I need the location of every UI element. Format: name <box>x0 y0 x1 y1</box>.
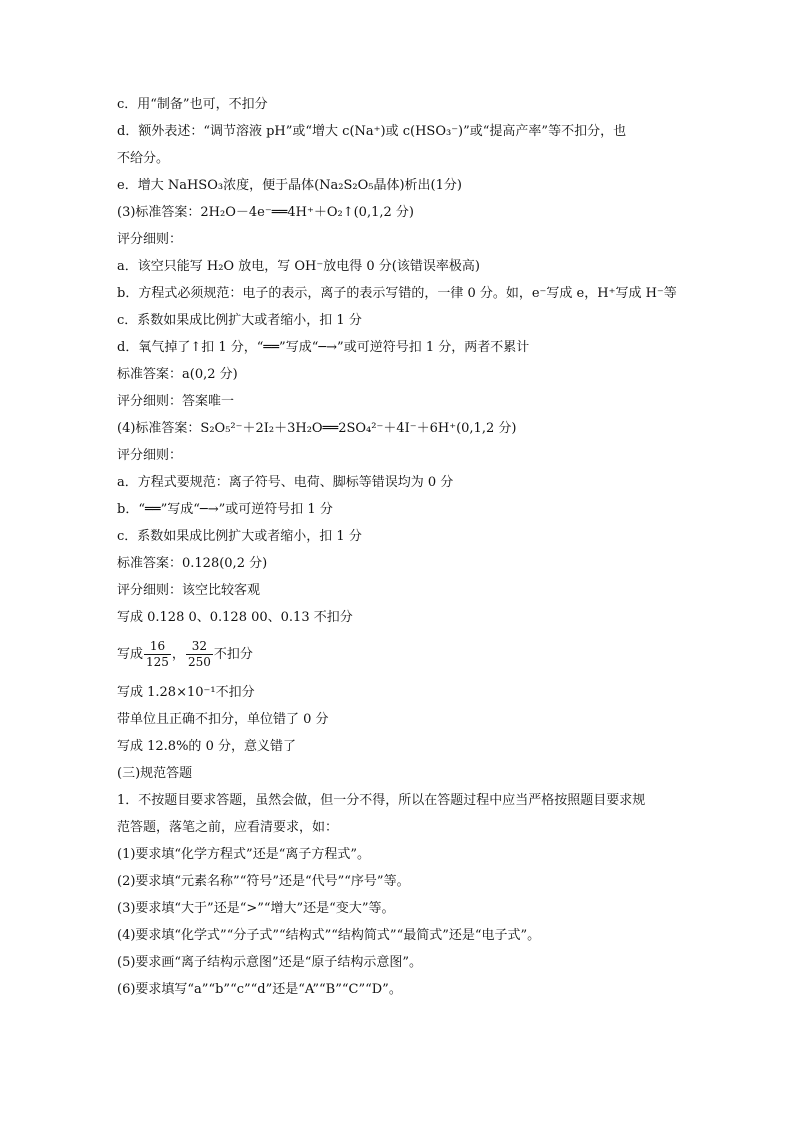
q3-rule-c: c．系数如果成比例扩大或者缩小，扣 1 分 <box>117 313 362 328</box>
q3-detail-title: 评分细则： <box>117 232 183 247</box>
answer-0128: 标准答案：0.128(0,2 分) <box>117 556 268 571</box>
fraction-32-250 <box>186 639 213 670</box>
answer-a: 标准答案：a(0,2 分) <box>117 367 238 382</box>
item-e: e．增大 NaHSO₃浓度，便于晶体(Na₂S₂O₅晶体)析出(1分) <box>117 178 462 193</box>
item-d-line1: d．额外表述：“调节溶液 pH”或“增大 c(Na⁺)或 c(HSO₃⁻)”或“提高产率”等不扣分，也 <box>117 124 627 139</box>
fraction-numerator: 32 <box>186 639 213 655</box>
fraction-denominator: 250 <box>187 655 211 669</box>
q4-detail-title: 评分细则： <box>117 448 183 463</box>
fraction-numerator: 16 <box>144 639 171 655</box>
requirement-3: (3)要求填“大于”还是“>”“增大”还是“变大”等。 <box>117 901 395 916</box>
q4-rule-a: a．方程式要规范：离子符号、电荷、脚标等错误均为 0 分 <box>117 475 454 490</box>
answer-0128-detail: 评分细则：该空比较客观 <box>117 583 261 598</box>
section-3-para-line2: 范答题，落笔之前，应看清要求，如： <box>117 820 339 835</box>
write-variant-5: 写成 12.8%的 0 分，意义错了 <box>117 739 296 754</box>
q4-standard-answer: (4)标准答案：S₂O₅²⁻＋2I₂＋3H₂O══2SO₄²⁻＋4I⁻＋6H⁺(0,1,2 分) <box>117 421 517 436</box>
q3-rule-d: d．氧气掉了↑扣 1 分，“══”写成“─→”或可逆符号扣 1 分，两者不累计 <box>117 340 530 355</box>
requirement-1: (1)要求填“化学方程式”还是“离子方程式”。 <box>117 847 370 862</box>
write-fraction-suffix: 不扣分 <box>213 647 253 662</box>
answer-a-detail: 评分细则：答案唯一 <box>117 394 235 409</box>
item-d-line2: 不给分。 <box>117 151 170 166</box>
write-fraction-prefix: 写成 <box>117 647 144 662</box>
item-c: c．用“制备”也可，不扣分 <box>117 97 268 112</box>
requirement-4: (4)要求填“化学式”“分子式”“结构式”“结构简式”“最简式”还是“电子式”。 <box>117 928 541 943</box>
fraction-denominator: 125 <box>146 655 169 669</box>
requirement-5: (5)要求画“离子结构示意图”还是“原子结构示意图”。 <box>117 955 422 970</box>
q3-rule-a: a．该空只能写 H₂O 放电，写 OH⁻放电得 0 分(该错误率极高) <box>117 259 480 274</box>
q4-rule-c: c．系数如果成比例扩大或者缩小，扣 1 分 <box>117 529 362 544</box>
write-variant-4: 带单位且正确不扣分，单位错了 0 分 <box>117 712 329 727</box>
section-3-title: (三)规范答题 <box>117 766 193 781</box>
section-3-para-line1: 1．不按题目要求答题，虽然会做，但一分不得，所以在答题过程中应当严格按照题目要求规 <box>117 793 646 808</box>
requirement-2: (2)要求填“元素名称”“符号”还是“代号”“序号”等。 <box>117 874 410 889</box>
q4-rule-b: b．“══”写成“─→”或可逆符号扣 1 分 <box>117 502 333 517</box>
requirement-6: (6)要求填写“a”“b”“c”“d”还是“A”“B”“C”“D”。 <box>117 982 402 997</box>
fraction-16-125 <box>144 639 171 670</box>
q3-standard-answer: (3)标准答案：2H₂O－4e⁻══4H⁺＋O₂↑(0,1,2 分) <box>117 205 414 220</box>
write-fraction-line <box>117 639 694 675</box>
q3-rule-b: b．方程式必须规范：电子的表示，离子的表示写错的，一律 0 分。如，e⁻写成 e，H⁺写成 H⁻等 <box>117 286 677 301</box>
write-variant-1: 写成 0.128 0、0.128 00、0.13 不扣分 <box>117 610 353 625</box>
write-variant-3: 写成 1.28×10⁻¹不扣分 <box>117 685 255 700</box>
fraction-separator: ， <box>171 647 185 662</box>
